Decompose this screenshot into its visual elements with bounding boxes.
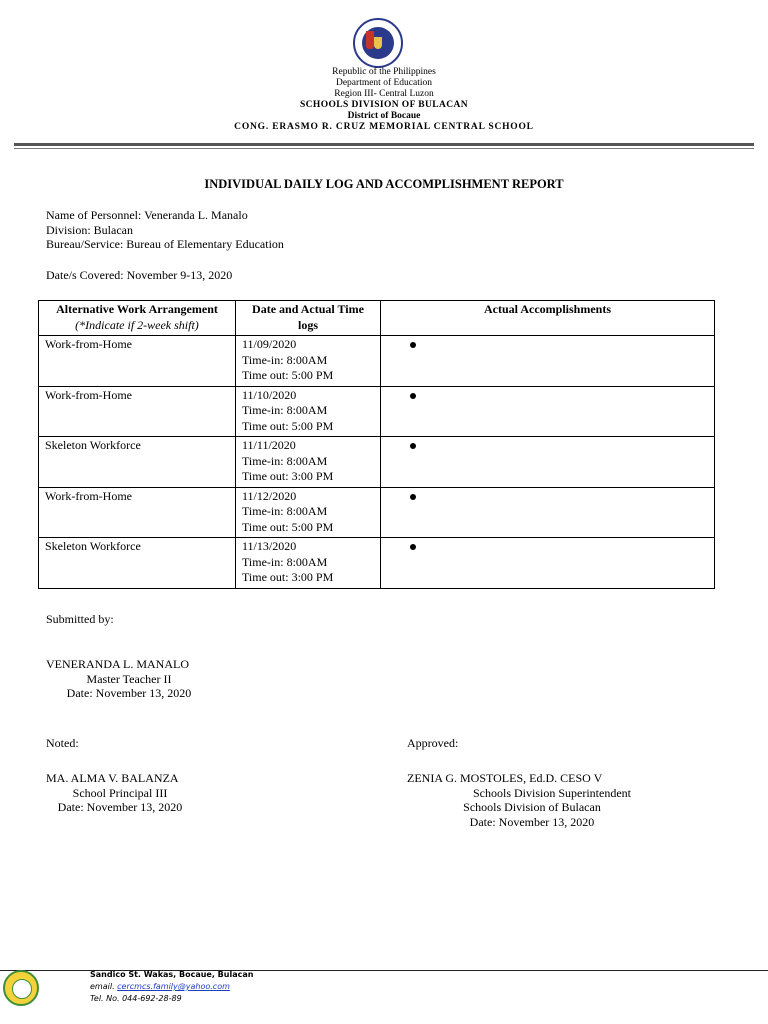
- report-title: INDIVIDUAL DAILY LOG AND ACCOMPLISHMENT REPORT: [204, 177, 564, 191]
- arrangement-cell: Skeleton Workforce: [39, 437, 236, 488]
- log-time-out: Time out: 3:00 PM: [242, 570, 334, 584]
- header-line-1: Republic of the Philippines: [332, 67, 436, 77]
- noted-name: MA. ALMA V. BALANZA: [46, 771, 179, 785]
- personnel-division: Division: Bulacan: [46, 222, 133, 237]
- log-time-in: Time-in: 8:00AM: [242, 453, 328, 468]
- noted-signatory: [46, 771, 194, 815]
- noted-position: School Principal III: [72, 785, 168, 800]
- accomplishment-cell: [381, 437, 715, 488]
- log-time-out: Time out: 3:00 PM: [242, 469, 334, 483]
- header-arrangement-label: Alternative Work Arrangement: [56, 302, 218, 316]
- submitted-name: VENERANDA L. MANALO: [46, 657, 189, 671]
- date-time-cell: [236, 538, 381, 589]
- log-date: 11/09/2020: [242, 337, 297, 351]
- submitted-label: Submitted by:: [46, 612, 114, 626]
- noted-date: Date: November 13, 2020: [57, 800, 183, 814]
- approved-position: Schools Division Superintendent: [473, 785, 631, 800]
- personnel-name: Name of Personnel: Veneranda L. Manalo: [46, 208, 248, 222]
- approved-date: Date: November 13, 2020: [469, 814, 595, 829]
- log-date: 11/12/2020: [242, 488, 297, 503]
- date-time-cell: [236, 386, 381, 437]
- bullet-icon: [410, 342, 416, 348]
- date-time-cell: [236, 487, 381, 538]
- log-date: 11/13/2020: [242, 539, 297, 553]
- approved-label: Approved:: [407, 736, 459, 750]
- submitted-date: Date: November 13, 2020: [66, 686, 192, 700]
- table-header-row: [39, 301, 715, 336]
- footer-email-link[interactable]: cercmcs.family@yahoo.com: [117, 982, 230, 991]
- dates-covered: Date/s Covered: November 9-13, 2020: [46, 268, 233, 282]
- bullet-icon: [410, 443, 416, 449]
- accomplishment-cell: [381, 538, 715, 589]
- bullet-icon: [410, 494, 416, 500]
- personnel-info: [46, 208, 284, 252]
- noted-label: Noted:: [46, 736, 79, 750]
- bullet-icon: [410, 544, 416, 550]
- personnel-bureau: Bureau/Service: Bureau of Elementary Education: [46, 237, 284, 251]
- table-row: [39, 487, 715, 538]
- log-date: 11/11/2020: [242, 438, 296, 452]
- arrangement-cell: Skeleton Workforce: [39, 538, 236, 589]
- footer-email-line: [90, 981, 253, 993]
- arrangement-cell: Work-from-Home: [39, 487, 236, 538]
- school-seal-logo: [3, 970, 39, 1006]
- log-time-out: Time out: 5:00 PM: [242, 418, 334, 433]
- log-time-in: Time-in: 8:00AM: [242, 554, 328, 569]
- submitted-position: Master Teacher II: [86, 671, 172, 686]
- table-row: [39, 386, 715, 437]
- accomplishment-cell: [381, 487, 715, 538]
- arrangement-cell: Work-from-Home: [39, 386, 236, 437]
- log-time-in: Time-in: 8:00AM: [242, 403, 328, 417]
- approved-office: Schools Division of Bulacan: [463, 800, 601, 814]
- header-date-time: Date and Actual Time logs: [236, 301, 381, 336]
- log-date: 11/10/2020: [242, 387, 297, 402]
- date-time-cell: [236, 336, 381, 387]
- approved-signatory: [407, 771, 677, 829]
- table-row: [39, 437, 715, 488]
- log-time-out: Time out: 5:00 PM: [242, 368, 334, 382]
- bullet-icon: [410, 393, 416, 399]
- log-time-in: Time-in: 8:00AM: [242, 352, 328, 367]
- accomplishment-cell: [381, 336, 715, 387]
- header-line-4: SCHOOLS DIVISION OF BULACAN: [299, 100, 469, 110]
- approved-name: ZENIA G. MOSTOLES, Ed.D. CESO V: [407, 771, 603, 785]
- header-line-5: District of Bocaue: [347, 111, 421, 121]
- header-arrangement: [39, 301, 236, 336]
- header-divider-thin: [14, 148, 754, 149]
- log-time-out: Time out: 5:00 PM: [242, 519, 334, 534]
- footer-contact: [90, 969, 253, 1005]
- header-arrangement-note: (*Indicate if 2-week shift): [75, 317, 199, 332]
- footer-tel: Tel. No. 044-692-28-89: [90, 994, 182, 1003]
- footer-email-label: email.: [90, 982, 115, 991]
- header-accomplishments: Actual Accomplishments: [381, 301, 715, 336]
- header-line-3: Region III- Central Luzon: [334, 89, 434, 99]
- table-row: [39, 336, 715, 387]
- table-row: [39, 538, 715, 589]
- date-time-cell: [236, 437, 381, 488]
- footer-address: Sandico St. Wakas, Bocaue, Bulacan: [90, 970, 254, 979]
- log-table: [38, 300, 715, 589]
- header-divider-thick: [14, 143, 754, 146]
- arrangement-cell: Work-from-Home: [39, 336, 236, 387]
- header-line-6: CONG. ERASMO R. CRUZ MEMORIAL CENTRAL SCHOOL: [234, 122, 534, 132]
- log-time-in: Time-in: 8:00AM: [242, 504, 328, 518]
- deped-seal-logo: [353, 18, 403, 68]
- submitted-signatory: [46, 657, 206, 701]
- letterhead: [0, 67, 768, 133]
- accomplishment-cell: [381, 386, 715, 437]
- header-line-2: Department of Education: [335, 78, 433, 88]
